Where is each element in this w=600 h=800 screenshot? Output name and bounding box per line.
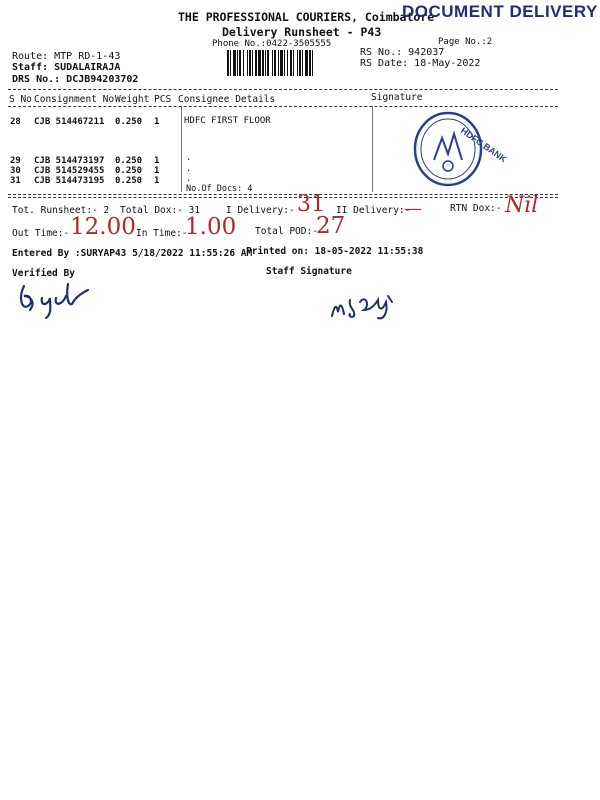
- entered-by: Entered By :SURYAP43 5/18/2022 11:55:26 AM: [12, 248, 253, 259]
- total-runsheet: Tot. Runsheet:- 2: [12, 205, 110, 216]
- in-time-value: 1.00: [185, 214, 237, 240]
- header-consignment: Consignment No: [34, 94, 115, 105]
- i-delivery-label: I Delivery:-: [226, 205, 295, 216]
- drs-number: DRS No.: DCJB94203702: [12, 74, 139, 85]
- total-pod-label: Total POD:-: [255, 226, 318, 237]
- staff-label: Staff: SUDALAIRAJA: [12, 62, 121, 73]
- table-row-sno: 28: [10, 117, 21, 127]
- table-row-pcs: 1: [154, 176, 160, 186]
- total-pod-value: 27: [316, 213, 346, 239]
- no-of-docs: No.Of Docs: 4: [186, 184, 253, 194]
- total-dox: Total Dox:- 31: [120, 205, 201, 216]
- verified-by-label: Verified By: [12, 268, 75, 279]
- table-row-sno: 30: [10, 166, 21, 176]
- table-row-consignment: CJB 514473195: [34, 176, 105, 186]
- runsheet-title: Delivery Runsheet - P43: [222, 25, 382, 39]
- rtn-dox-label: RTN Dox:-: [450, 203, 502, 214]
- table-row-consignment: CJB 514529455: [34, 166, 105, 176]
- ii-delivery-label: II Delivery:-: [336, 205, 411, 216]
- table-top-rule: [8, 89, 558, 90]
- header-signature: Signature: [371, 92, 423, 103]
- document-delivery-stamp: DOCUMENT DELIVERY: [402, 2, 598, 21]
- table-bottom-rule: [8, 197, 558, 198]
- seal-text: HDFC BANK: [458, 125, 509, 165]
- rtn-dox-value: Nil: [505, 193, 539, 218]
- header-consignee: Consignee Details: [178, 94, 276, 105]
- barcode: [227, 50, 350, 76]
- header-pcs: PCS: [154, 94, 172, 105]
- out-time-value: 12.00: [70, 214, 136, 240]
- table-row-consignee: .: [186, 153, 192, 163]
- table-row-consignment: CJB 514473197: [34, 156, 105, 166]
- table-row-weight: 0.250: [115, 117, 143, 127]
- ii-delivery-value: —: [404, 198, 422, 219]
- table-row-weight: 0.250: [115, 176, 143, 186]
- table-row-consignee: HDFC FIRST FLOOR: [184, 116, 271, 126]
- header-weight: Weight: [115, 94, 150, 105]
- i-delivery-value: 31: [297, 192, 325, 217]
- staff-signature: [326, 288, 406, 322]
- header-sno: S No: [9, 94, 32, 105]
- company-name: THE PROFESSIONAL COURIERS, Coimbatore: [178, 10, 435, 24]
- column-divider: [372, 106, 373, 192]
- staff-signature-label: Staff Signature: [266, 266, 352, 277]
- page-number: Page No.:2: [438, 37, 493, 47]
- verified-by-signature: [16, 276, 106, 320]
- printed-on: Printed on: 18-05-2022 11:55:38: [246, 246, 424, 257]
- table-row-pcs: 1: [154, 117, 160, 127]
- out-time-label: Out Time:-: [12, 228, 70, 239]
- route-label: Route: MTP RD-1-43: [12, 51, 121, 62]
- in-time-label: In Time:-: [136, 228, 188, 239]
- table-header-rule: [8, 106, 558, 107]
- table-row-pcs: 1: [154, 166, 160, 176]
- table-row-consignment: CJB 514467211: [34, 117, 105, 127]
- rs-date: RS Date: 18-May-2022: [360, 58, 481, 69]
- table-row-consignee: .: [186, 164, 192, 174]
- bank-seal: [412, 110, 509, 188]
- table-row-sno: 31: [10, 176, 21, 186]
- table-row-weight: 0.250: [115, 156, 143, 166]
- rs-number: RS No.: 942037: [360, 47, 445, 58]
- table-row-consignee: .: [186, 174, 192, 184]
- table-bottom-rule: [8, 194, 558, 195]
- table-row-weight: 0.250: [115, 166, 143, 176]
- column-divider: [181, 106, 182, 192]
- phone-number: Phone No.:0422-3505555: [212, 39, 332, 49]
- table-row-sno: 29: [10, 156, 21, 166]
- table-row-pcs: 1: [154, 156, 160, 166]
